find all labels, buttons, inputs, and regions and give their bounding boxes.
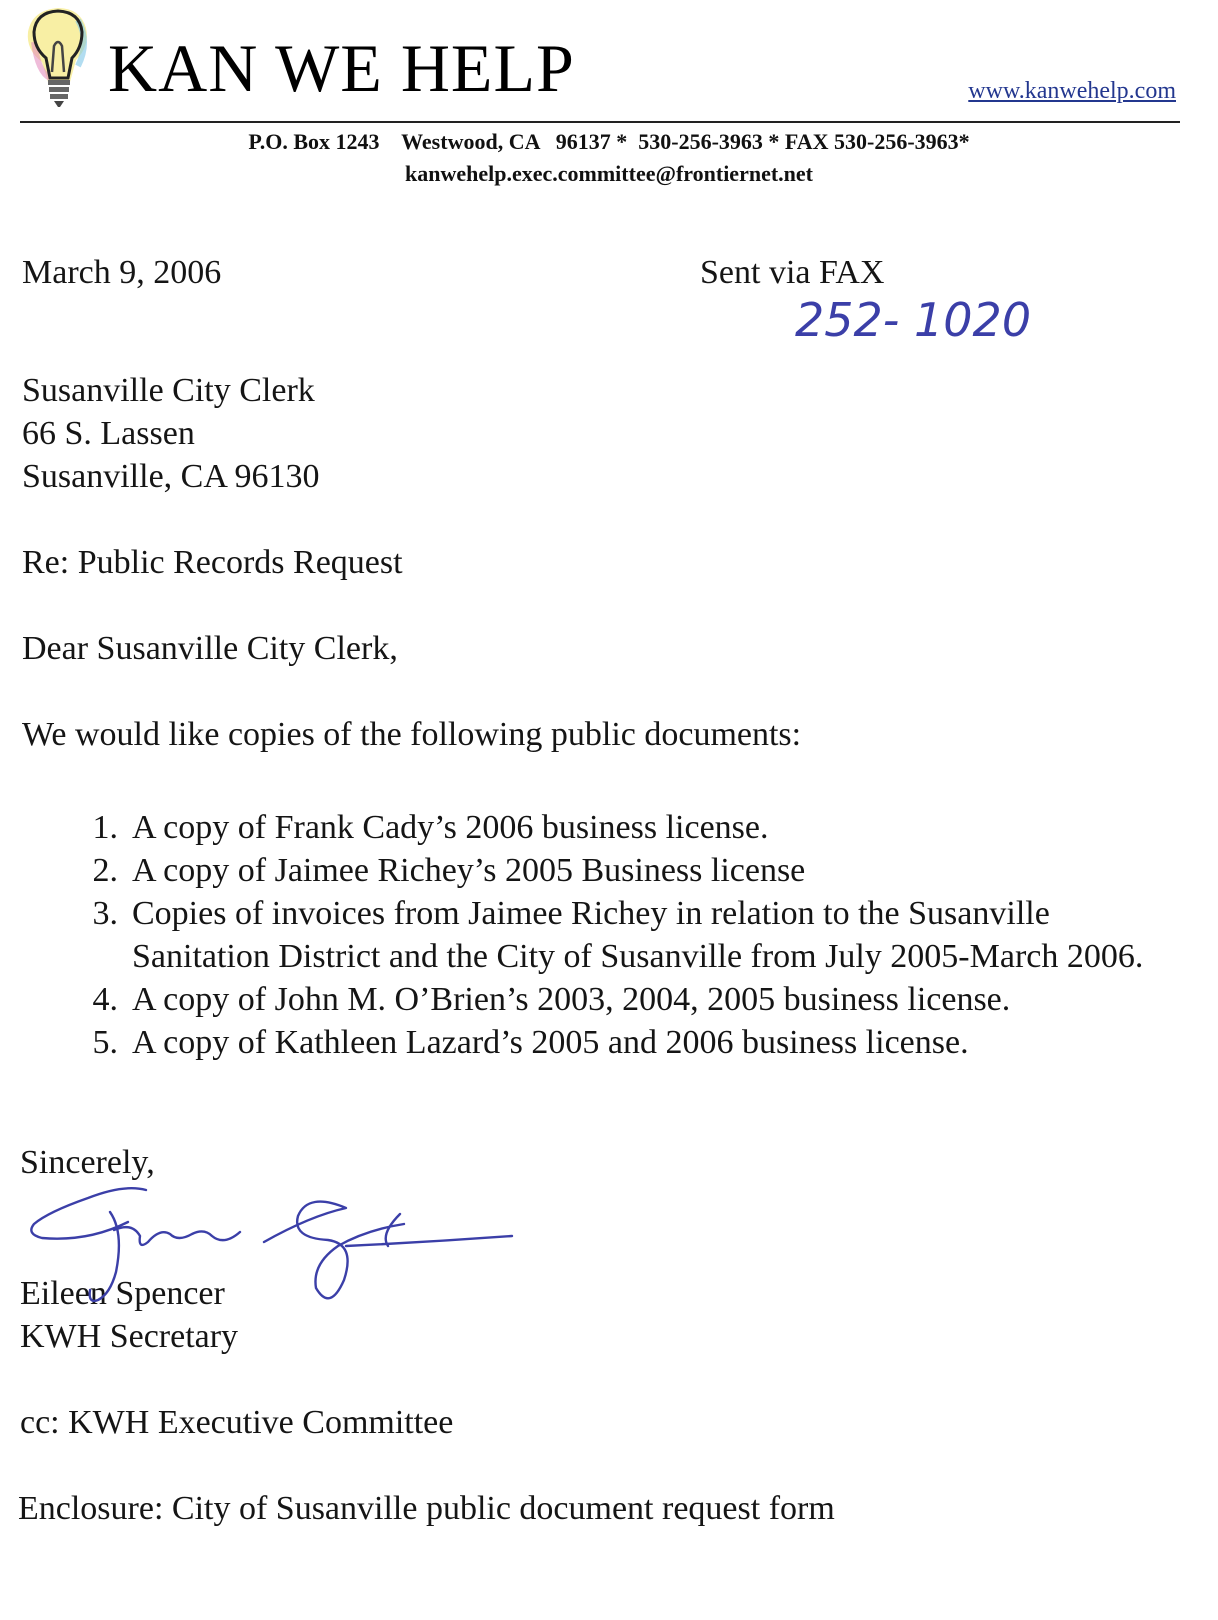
letterhead-divider [20, 121, 1180, 123]
list-text: A copy of Kathleen Lazard’s 2005 and 2006 business license. [132, 1024, 969, 1061]
enclosure-line: Enclosure: City of Susanville public document request form [18, 1490, 835, 1527]
contact-address: P.O. Box 1243 Westwood, CA 96137 * 530-256-3963 * FAX 530-256-3963* [248, 129, 970, 154]
closing: Sincerely, [20, 1144, 155, 1181]
list-item [62, 849, 1182, 892]
list-text: A copy of Jaimee Richey’s 2005 Business license [132, 852, 806, 889]
svg-text:252- 1020: 252- 1020 [795, 293, 1032, 347]
contact-email: kanwehelp.exec.committee@frontiernet.net [405, 161, 813, 186]
list-number: 3. [92, 895, 118, 932]
recipient-line-1: Susanville City Clerk [22, 372, 315, 409]
handwritten-fax-number [795, 288, 1150, 358]
lightbulb-icon [20, 2, 110, 112]
salutation: Dear Susanville City Clerk, [22, 630, 398, 667]
list-text: Copies of invoices from Jaimee Richey in relation to the Susanville Sanitation District and the City of Susanville from July 2005-March 2006. [132, 895, 1144, 975]
list-number: 4. [92, 981, 118, 1018]
subject-line: Re: Public Records Request [22, 544, 403, 581]
list-number: 5. [92, 1024, 118, 1061]
list-item [62, 806, 1182, 849]
list-item [62, 892, 1182, 978]
list-text: A copy of John M. O’Brien’s 2003, 2004, 2005 business license. [132, 981, 1011, 1018]
list-number: 1. [92, 809, 118, 846]
recipient-line-3: Susanville, CA 96130 [22, 458, 320, 495]
letter-date: March 9, 2006 [22, 254, 222, 291]
list-text: A copy of Frank Cady’s 2006 business license. [132, 809, 769, 846]
sent-via-label: Sent via FAX [700, 254, 885, 291]
list-item [62, 1021, 1182, 1064]
handwritten-signature [28, 1172, 528, 1337]
list-number: 2. [92, 852, 118, 889]
intro-paragraph: We would like copies of the following public documents: [22, 716, 802, 753]
website-link[interactable]: www.kanwehelp.com [968, 78, 1176, 104]
recipient-line-2: 66 S. Lassen [22, 415, 195, 452]
list-item [62, 978, 1182, 1021]
signer-title: KWH Secretary [20, 1318, 239, 1355]
organization-name: KAN WE HELP [108, 30, 575, 106]
signer-name: Eileen Spencer [20, 1275, 225, 1312]
request-list [62, 806, 1182, 1064]
cc-line: cc: KWH Executive Committee [20, 1404, 454, 1441]
